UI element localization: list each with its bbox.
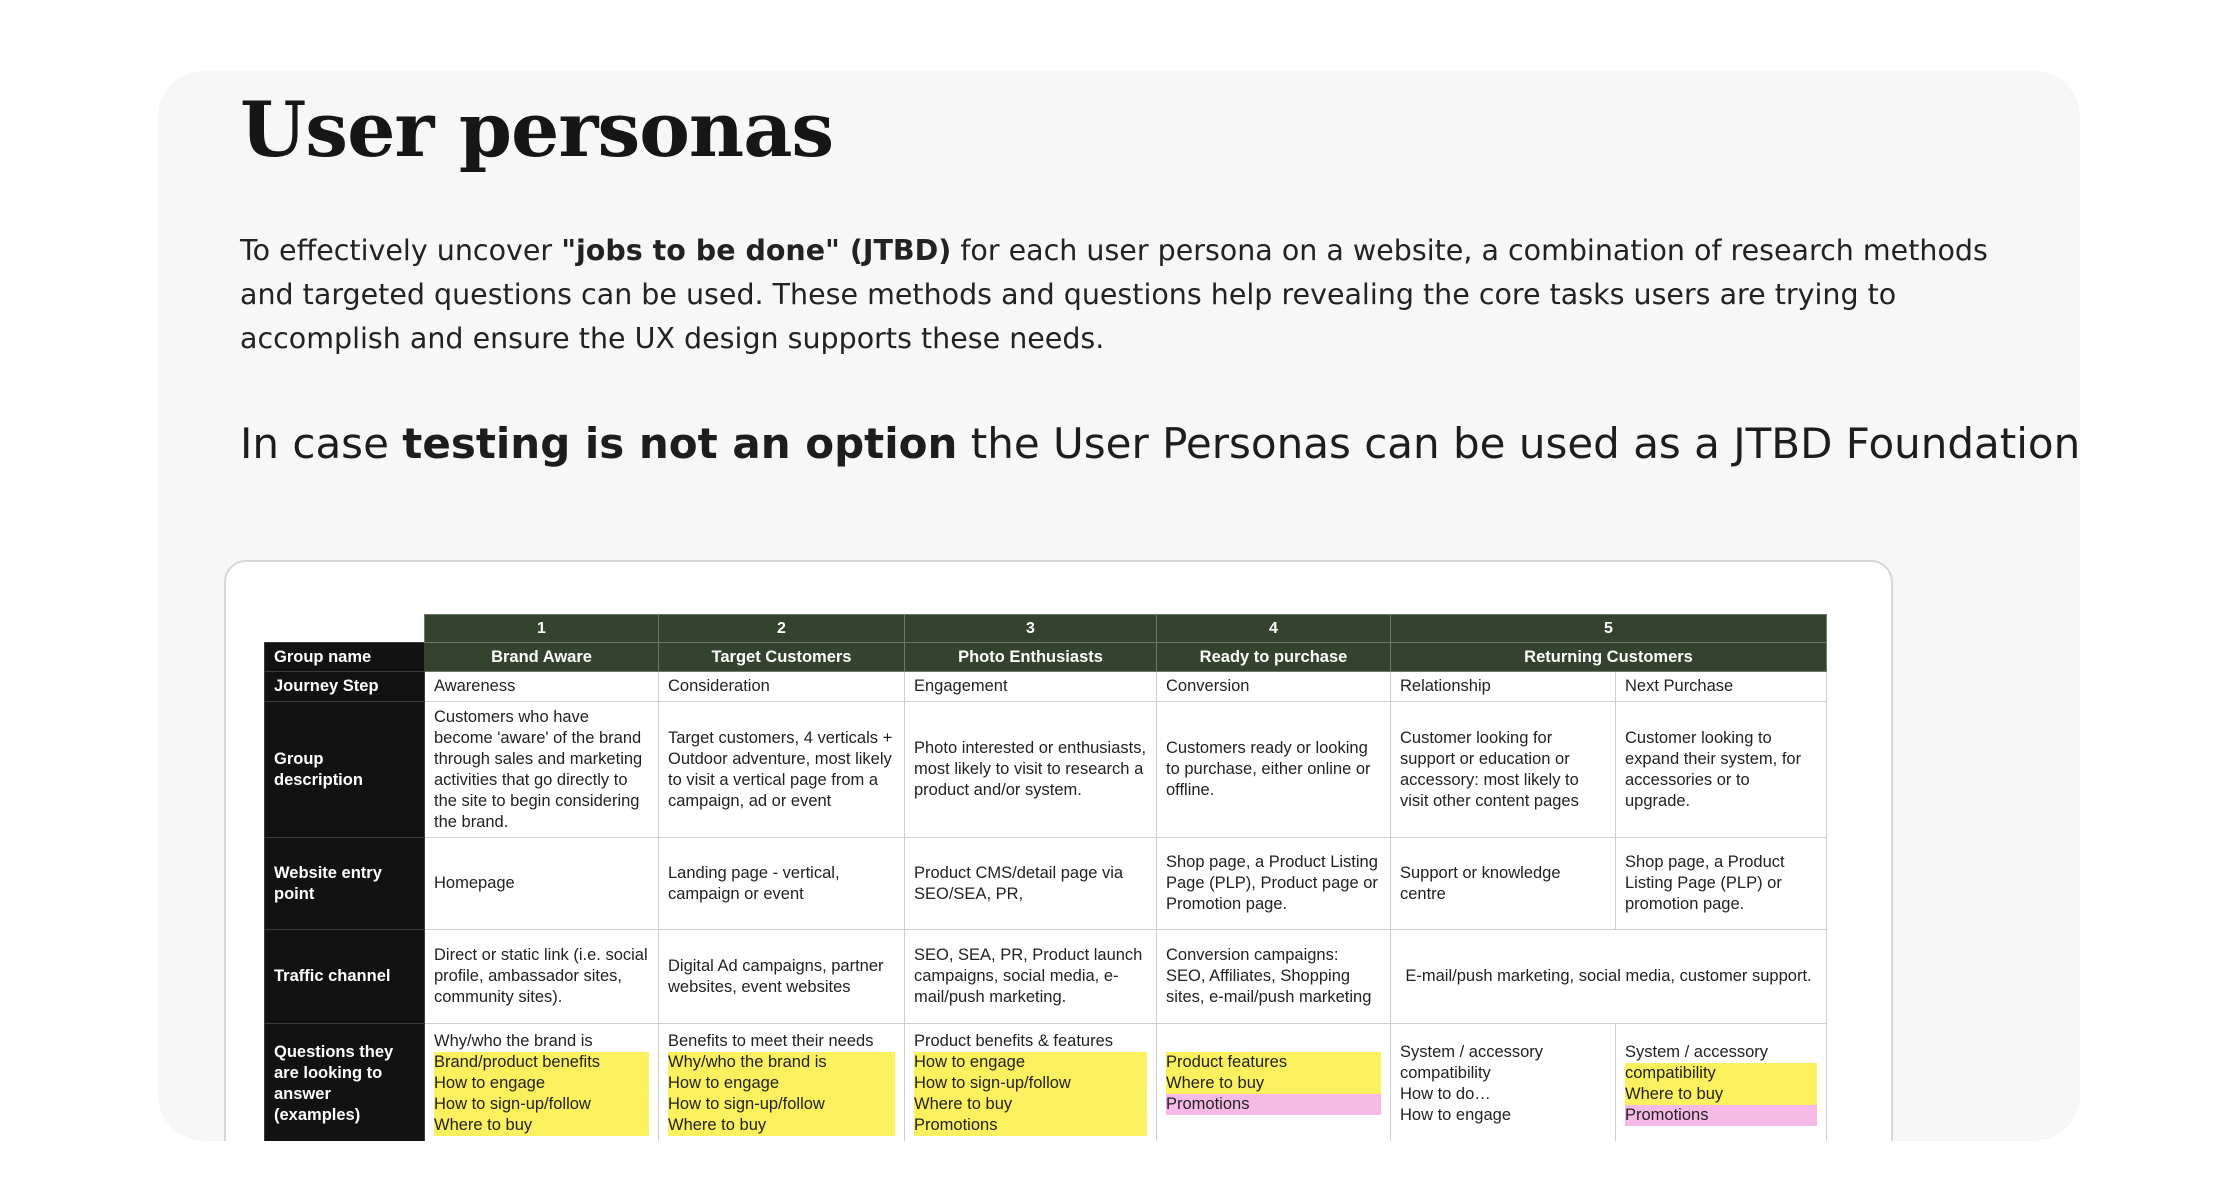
group-name-row xyxy=(265,643,1827,672)
question-line: How to sign-up/follow xyxy=(914,1073,1147,1094)
content-card xyxy=(158,71,2080,1141)
traffic-cell: Conversion campaigns: SEO, Affiliates, Shopping sites, e-mail/push marketing xyxy=(1157,930,1391,1024)
group-number: 3 xyxy=(905,615,1157,643)
journey-cell: Awareness xyxy=(425,672,659,702)
description-cell: Customer looking for support or education or accessory: most likely to visit other content pages xyxy=(1391,702,1616,838)
traffic-cell: Direct or static link (i.e. social profile, ambassador sites, community sites). xyxy=(425,930,659,1024)
question-line: Benefits to meet their needs xyxy=(668,1032,874,1050)
question-line: How to sign-up/follow xyxy=(668,1094,895,1115)
question-line: How to engage xyxy=(434,1073,649,1094)
questions-cell xyxy=(1157,1024,1391,1142)
question-line: How to do… xyxy=(1400,1084,1491,1103)
subhead-text-end: the User Personas can be used as a JTBD Foundation xyxy=(957,419,2080,468)
traffic-cell: SEO, SEA, PR, Product launch campaigns, social media, e-mail/push marketing. xyxy=(905,930,1157,1024)
subhead-text-start: In case xyxy=(240,419,403,468)
row-header: Group name xyxy=(265,643,425,672)
question-line: Where to buy xyxy=(434,1115,649,1136)
question-line: Product features xyxy=(1166,1052,1381,1073)
question-line: Where to buy xyxy=(1166,1073,1381,1094)
group-number: 5 xyxy=(1391,615,1827,643)
question-line: Why/who the brand is xyxy=(668,1052,895,1073)
description-cell: Customers ready or looking to purchase, either online or offline. xyxy=(1157,702,1391,838)
persona-table xyxy=(264,614,1827,1141)
question-line: Where to buy xyxy=(914,1094,1147,1115)
question-line: compatibility xyxy=(1625,1063,1817,1084)
question-line: Where to buy xyxy=(1625,1084,1817,1105)
entry-cell: Support or knowledge centre xyxy=(1391,838,1616,930)
entry-point-row xyxy=(265,838,1827,930)
question-line: Promotions xyxy=(1166,1094,1381,1115)
description-cell: Customer looking to expand their system, for accessories or to upgrade. xyxy=(1616,702,1827,838)
subhead-text-bold: testing is not an option xyxy=(402,419,958,468)
journey-row xyxy=(265,672,1827,702)
entry-cell: Homepage xyxy=(425,838,659,930)
section-subheading xyxy=(240,419,2080,468)
entry-cell: Product CMS/detail page via SEO/SEA, PR, xyxy=(905,838,1157,930)
question-line: Why/who the brand is xyxy=(434,1032,593,1050)
journey-cell: Consideration xyxy=(659,672,905,702)
traffic-row xyxy=(265,930,1827,1024)
description-row xyxy=(265,702,1827,838)
group-name: Photo Enthusiasts xyxy=(905,643,1157,672)
question-line: Product benefits & features xyxy=(914,1032,1114,1050)
questions-cell xyxy=(1616,1024,1827,1142)
question-line: compatibility xyxy=(1400,1063,1491,1082)
journey-cell: Engagement xyxy=(905,672,1157,702)
persona-table-image xyxy=(224,560,1893,1141)
description-cell: Target customers, 4 verticals + Outdoor adventure, most likely to visit a vertical page from a campaign, ad or event xyxy=(659,702,905,838)
traffic-cell: Digital Ad campaigns, partner websites, event websites xyxy=(659,930,905,1024)
intro-text-end: for each user persona on a website, a combination of research methods and targeted questions can be used. These methods and questions help revealing the core tasks users are trying to accomplish and ensure the UX design supports these needs. xyxy=(240,234,1988,355)
row-header: Group description xyxy=(265,702,425,838)
row-header: Traffic channel xyxy=(265,930,425,1024)
group-name: Target Customers xyxy=(659,643,905,672)
group-number: 2 xyxy=(659,615,905,643)
row-header: Journey Step xyxy=(265,672,425,702)
journey-cell: Next Purchase xyxy=(1616,672,1827,702)
row-header: Questions they are looking to answer (examples) xyxy=(265,1024,425,1142)
intro-text-bold: "jobs to be done" (JTBD) xyxy=(561,234,952,267)
question-line: Where to buy xyxy=(668,1115,895,1136)
entry-cell: Shop page, a Product Listing Page (PLP), Product page or Promotion page. xyxy=(1157,838,1391,930)
questions-cell xyxy=(659,1024,905,1142)
page-title: User personas xyxy=(240,85,834,174)
questions-row xyxy=(265,1024,1827,1142)
group-name: Ready to purchase xyxy=(1157,643,1391,672)
group-number: 4 xyxy=(1157,615,1391,643)
question-line: Promotions xyxy=(914,1115,1147,1136)
journey-cell: Conversion xyxy=(1157,672,1391,702)
journey-cell: Relationship xyxy=(1391,672,1616,702)
question-line: How to sign-up/follow xyxy=(434,1094,649,1115)
group-number: 1 xyxy=(425,615,659,643)
description-cell: Photo interested or enthusiasts, most likely to visit to research a product and/or system. xyxy=(905,702,1157,838)
corner-cell xyxy=(265,615,425,643)
entry-cell: Shop page, a Product Listing Page (PLP) or promotion page. xyxy=(1616,838,1827,930)
question-line: System / accessory xyxy=(1400,1042,1544,1061)
question-line: How to engage xyxy=(914,1052,1147,1073)
traffic-cell: E-mail/push marketing, social media, customer support. xyxy=(1391,930,1827,1024)
entry-cell: Landing page - vertical, campaign or event xyxy=(659,838,905,930)
intro-paragraph xyxy=(240,229,2000,361)
questions-cell xyxy=(1391,1024,1616,1142)
row-header: Website entry point xyxy=(265,838,425,930)
number-row xyxy=(265,615,1827,643)
question-line: How to engage xyxy=(1400,1105,1511,1124)
group-name: Brand Aware xyxy=(425,643,659,672)
question-line: Promotions xyxy=(1625,1105,1817,1126)
intro-text-start: To effectively uncover xyxy=(240,234,562,267)
question-line: System / accessory xyxy=(1625,1042,1769,1061)
questions-cell xyxy=(425,1024,659,1142)
description-cell: Customers who have become 'aware' of the brand through sales and marketing activities that go directly to the site to begin considering the brand. xyxy=(425,702,659,838)
question-line: How to engage xyxy=(668,1073,895,1094)
questions-cell xyxy=(905,1024,1157,1142)
question-line: Brand/product benefits xyxy=(434,1052,649,1073)
group-name: Returning Customers xyxy=(1391,643,1827,672)
